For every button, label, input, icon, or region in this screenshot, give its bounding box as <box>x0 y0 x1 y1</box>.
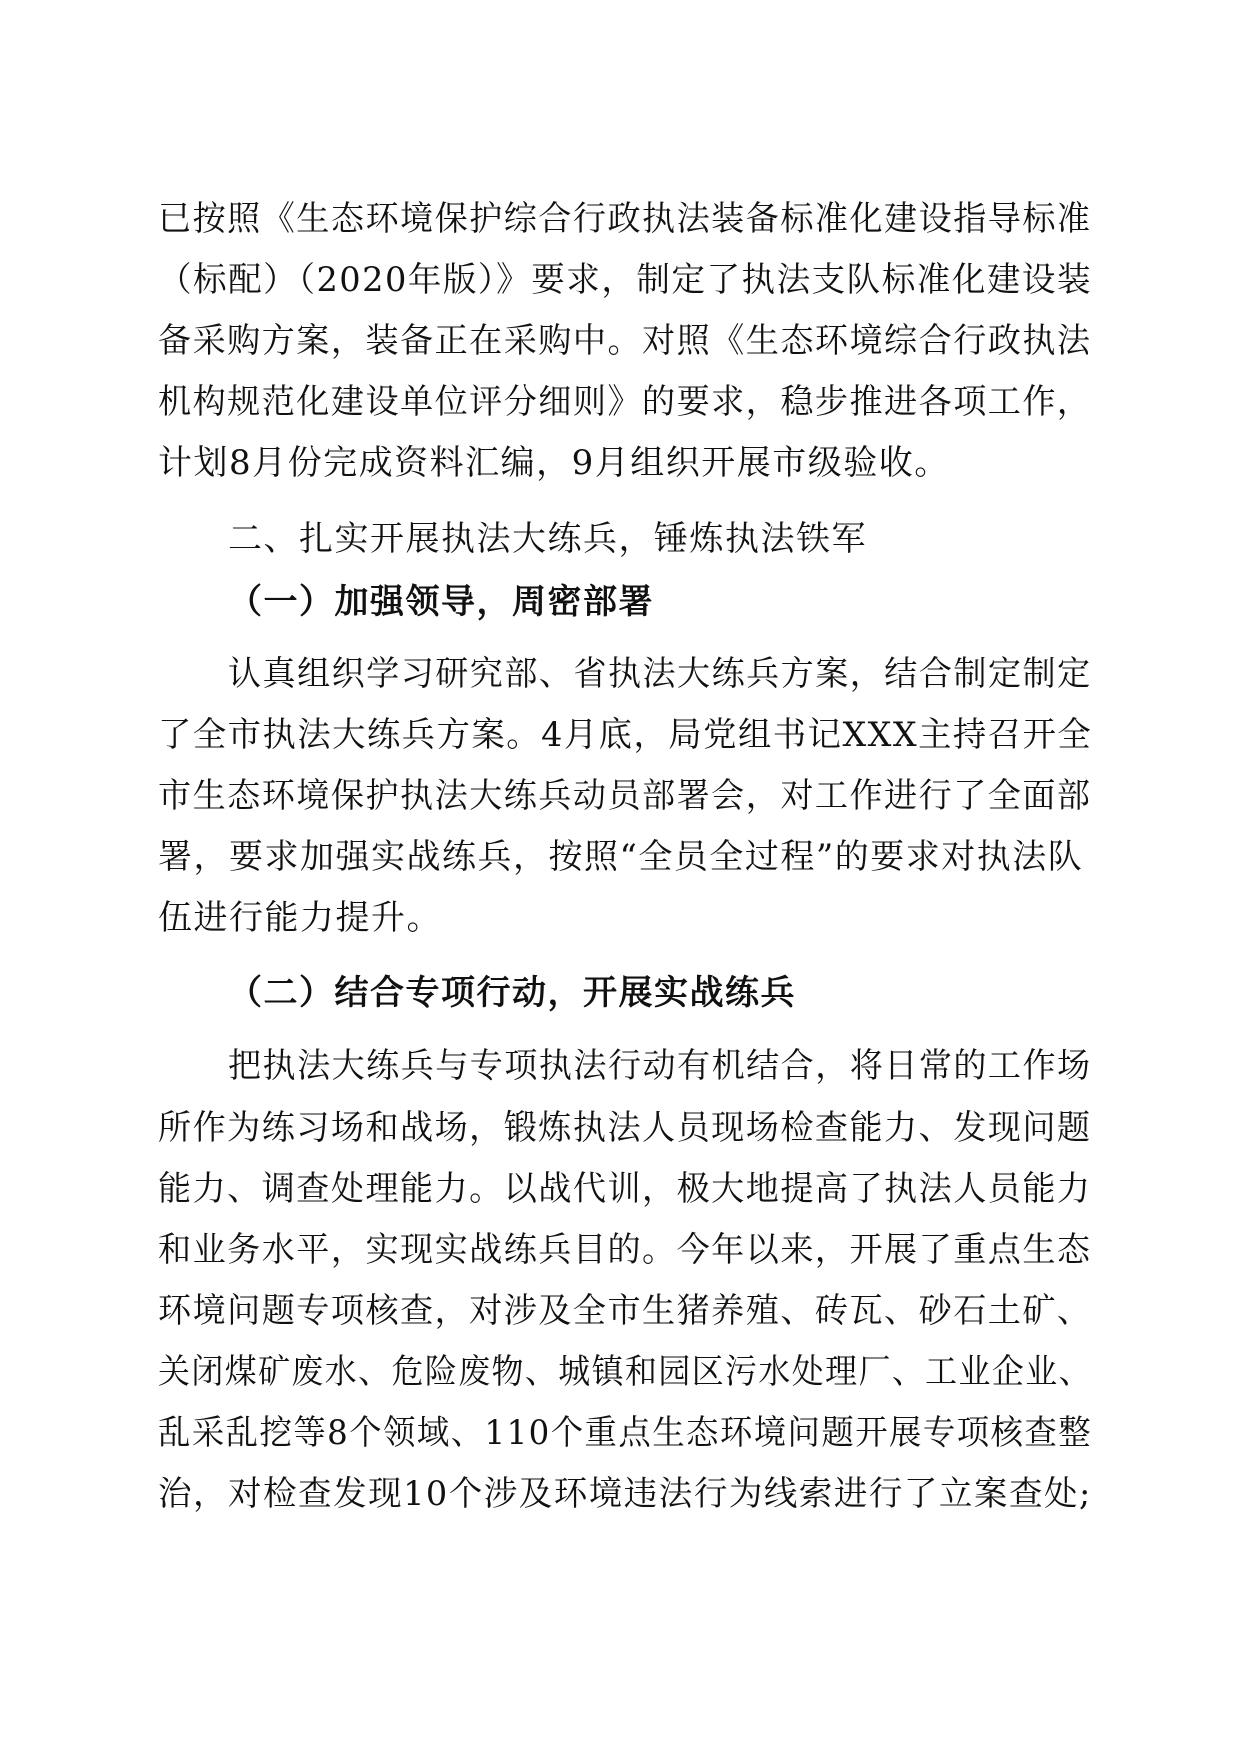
section-heading: 二、扎实开展执法大练兵，锤炼执法铁军 <box>228 519 867 559</box>
paragraph-line: 认真组织学习研究部、省执法大练兵方案，结合制定制定 <box>228 654 1092 694</box>
paragraph-line: 关闭煤矿废水、危险废物、城镇和园区污水处理厂、工业企业、 <box>158 1352 1092 1392</box>
paragraph-line: 能力、调查处理能力。以战代训，极大地提高了执法人员能力 <box>158 1169 1092 1209</box>
subsection-heading: （一）加强领导，周密部署 <box>228 582 654 622</box>
paragraph-line: （标配）（2020年版）》要求，制定了执法支队标准化建设装 <box>158 260 1093 300</box>
paragraph-line: 市生态环境保护执法大练兵动员部署会，对工作进行了全面部 <box>158 776 1092 816</box>
paragraph-line: 所作为练习场和战场，锻炼执法人员现场检查能力、发现问题 <box>158 1108 1092 1148</box>
paragraph-line: 了全市执法大练兵方案。4月底，局党组书记XXX主持召开全 <box>158 715 1093 755</box>
subsection-heading: （二）结合专项行动，开展实战练兵 <box>228 973 796 1013</box>
paragraph-line: 和业务水平，实现实战练兵目的。今年以来，开展了重点生态 <box>158 1230 1092 1270</box>
paragraph-line: 署，要求加强实战练兵，按照“全员全过程”的要求对执法队 <box>158 837 1084 877</box>
paragraph-line: 计划8月份完成资料汇编，9月组织开展市级验收。 <box>158 443 950 483</box>
paragraph-line: 环境问题专项核查，对涉及全市生猪养殖、砖瓦、砂石土矿、 <box>158 1291 1092 1331</box>
paragraph-line: 乱采乱挖等8个领域、110个重点生态环境问题开展专项核查整 <box>158 1413 1093 1453</box>
paragraph-line: 伍进行能力提升。 <box>158 898 442 938</box>
paragraph-line: 已按照《生态环境保护综合行政执法装备标准化建设指导标准 <box>158 199 1092 239</box>
paragraph-line: 机构规范化建设单位评分细则》的要求，稳步推进各项工作， <box>158 382 1092 422</box>
paragraph-line: 备采购方案，装备正在采购中。对照《生态环境综合行政执法 <box>158 321 1092 361</box>
paragraph-line: 治，对检查发现10个涉及环境违法行为线索进行了立案查处; <box>158 1474 1092 1514</box>
paragraph-line: 把执法大练兵与专项执法行动有机结合，将日常的工作场 <box>228 1046 1092 1086</box>
